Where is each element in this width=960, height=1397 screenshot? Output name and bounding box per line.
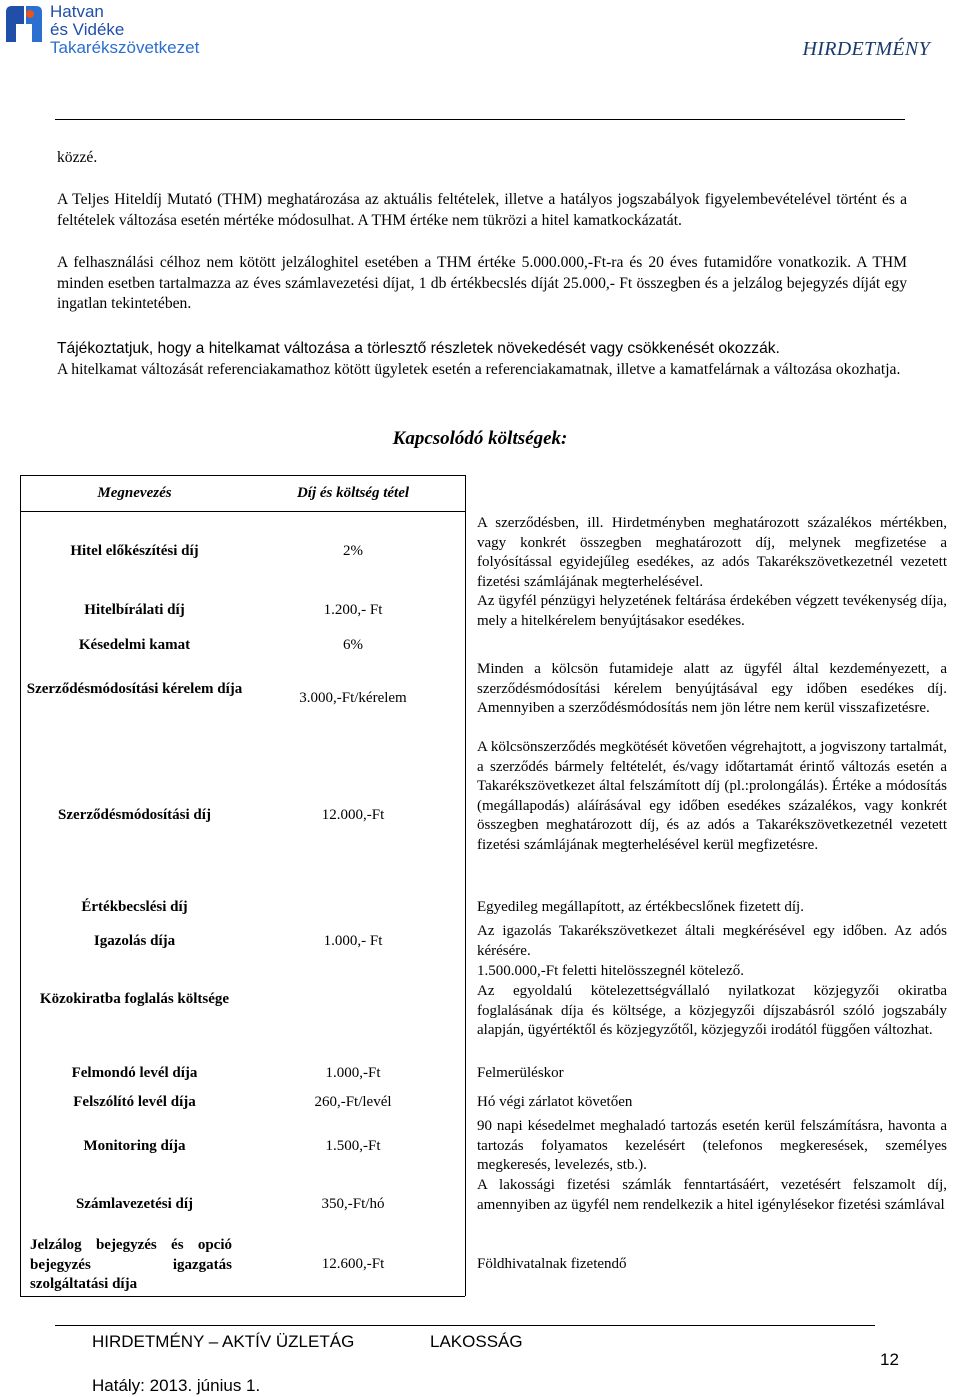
row-name: Szerződésmódosítási kérelem díja bbox=[26, 681, 243, 697]
row-name: Értékbecslési díj bbox=[81, 899, 188, 915]
page-title: HIRDETMÉNY bbox=[802, 38, 930, 60]
row-fee: 12.600,-Ft bbox=[321, 1256, 385, 1272]
col-header-name: Megnevezés bbox=[97, 485, 172, 501]
row-fee: 3.000,-Ft/kérelem bbox=[299, 690, 407, 706]
logo-text-line1: Hatvan bbox=[50, 2, 104, 21]
row-fee: 1.200,- Ft bbox=[323, 602, 383, 618]
row-name: Felmondó levél díja bbox=[71, 1065, 198, 1081]
row-fee: 12.000,-Ft bbox=[321, 807, 385, 823]
row-note: Az egyoldalú kötelezettségvállaló nyilatkozat közjegyzői okiratba foglalásának díja és költsége, a közjegyzői díjszabásról szóló jogszabály alapján, ügyértéktől és közjegyzőtől, közjegyzői irodától függően változhat. bbox=[477, 983, 947, 1038]
footer-divider bbox=[55, 1325, 875, 1326]
header-divider bbox=[55, 119, 905, 120]
row-name: Hitel előkészítési díj bbox=[70, 543, 199, 559]
footer-segment: LAKOSSÁG bbox=[430, 1332, 523, 1351]
row-name: Felszólító levél díja bbox=[73, 1094, 196, 1110]
row-name: Igazolás díja bbox=[93, 933, 176, 949]
footer-effective-date: Hatály: 2013. június 1. bbox=[92, 1376, 261, 1395]
row-name: Jelzálog bejegyzés és opció bejegyzés igazgatás szolgáltatási díja bbox=[30, 1237, 232, 1292]
row-fee: 6% bbox=[343, 637, 363, 653]
row-fee: 1.000,-Ft bbox=[325, 1065, 381, 1081]
row-note: Az igazolás Takarékszövetkezet általi megkérésével egy időben. Az adós kérésére. bbox=[477, 923, 947, 959]
logo-text-line2: és Vidéke bbox=[50, 20, 125, 39]
table-border-left bbox=[20, 475, 21, 1296]
row-note-requirement: 1.500.000,-Ft feletti hitelösszegnél kötelező. bbox=[477, 963, 745, 979]
table-border-right bbox=[465, 475, 466, 1296]
row-note: A lakossági fizetési számlák fenntartásáért, vezetésért felszamolt díj, amennyiben az ügyfél nem rendelkezik a hitel igénylésekor fizetési számlával bbox=[477, 1177, 947, 1213]
paragraph-reference-rate: A hitelkamat változását referenciakamathoz kötött ügyletek esetén a referenciakamatnak, illetve a kamatfelárnak a változása okozhatja. bbox=[57, 361, 901, 378]
table-border-top bbox=[20, 475, 465, 476]
row-note: Egyedileg megállapított, az értékbecslőnek fizetett díj. bbox=[477, 899, 804, 915]
row-fee: 1.000,- Ft bbox=[323, 933, 383, 949]
row-name: Késedelmi kamat bbox=[78, 637, 191, 653]
logo-text-line3: Takarékszövetkezet bbox=[50, 38, 200, 57]
footer-label: HIRDETMÉNY – AKTÍV ÜZLETÁG bbox=[92, 1332, 355, 1351]
row-note: Hó végi zárlatot követően bbox=[477, 1094, 633, 1110]
page-number: 12 bbox=[880, 1350, 899, 1369]
row-fee: 2% bbox=[343, 543, 363, 559]
logo-icon bbox=[2, 2, 42, 42]
row-name: Monitoring díja bbox=[83, 1138, 186, 1154]
paragraph-thm: A Teljes Hiteldíj Mutató (THM) meghatározása az aktuális feltételek, illetve a hatályos jogszabályok figyelembevételével történt és a feltételek változása esetén mértéke módosulhat. A THM értéke nem tükrözi a hitel kamatkockázatát. bbox=[57, 191, 907, 229]
row-fee: 260,-Ft/levél bbox=[314, 1094, 392, 1110]
section-title: Kapcsolódó költségek: bbox=[392, 428, 568, 449]
table-border-bottom bbox=[20, 1296, 465, 1297]
row-note: Az ügyfél pénzügyi helyzetének feltárása érdekében végzett tevékenység díja, mely a hitelkérelem benyújtásakor esedékes. bbox=[477, 593, 947, 629]
row-name: Közokiratba foglalás költsége bbox=[39, 991, 230, 1007]
col-header-fee: Díj és költség tétel bbox=[296, 485, 410, 501]
row-fee: 350,-Ft/hó bbox=[321, 1196, 385, 1212]
row-name: Szerződésmódosítási díj bbox=[58, 807, 211, 823]
row-name: Hitelbírálati díj bbox=[84, 602, 185, 618]
paragraph-interest-change: Tájékoztatjuk, hogy a hitelkamat változása a törlesztő részletek növekedését vagy csökkenését okozzák. bbox=[57, 340, 780, 357]
row-note: Felmerüléskor bbox=[477, 1065, 564, 1081]
row-note: Földhivatalnak fizetendő bbox=[477, 1256, 627, 1272]
row-fee: 1.500,-Ft bbox=[325, 1138, 381, 1154]
row-note: Minden a kölcsön futamideje alatt az ügyfél által kezdeményezett, a szerződésmódosítási kérelem benyújtásával egy időben esedékes díj. Amennyiben a szerződésmódosítás nem jön létre nem kerül visszafizetésre. bbox=[477, 661, 947, 716]
paragraph-thm-scope: A felhasználási célhoz nem kötött jelzáloghitel esetében a THM értéke 5.000.000,-Ft-ra és 20 éves futamidőre vonatkozik. A THM minden esetben tartalmazza az éves számlavezetési díjat, 1 db értékbecslés díját 25.000,- Ft összegben és a jelzálog bejegyzés díját egy ingatlan tekintetében. bbox=[57, 254, 907, 312]
row-note: 90 napi késedelmet meghaladó tartozás esetén kerül felszámításra, havonta a tartozás folyamatos kezelésért (telefonos megkeresések, személyes megkeresés, levelezés, stb.). bbox=[477, 1118, 947, 1173]
table-header-divider bbox=[20, 511, 465, 512]
paragraph-1: közzé. bbox=[57, 149, 98, 166]
row-note: A szerződésben, ill. Hirdetményben meghatározott százalékos mértékben, vagy konkrét összegben meghatározott díj, melynek megfizetése a folyósítással egyidejűleg esedékes, az adós Takarékszövetkezetnél vezetett fizetési számlájának megterhelésével. bbox=[477, 515, 947, 590]
row-name: Számlavezetési díj bbox=[75, 1196, 194, 1212]
row-note: A kölcsönszerződés megkötését követően végrehajtott, a jogviszony tartalmát, a szerződés bármely feltételét, és/vagy időtartamát érintő változás esetén a Takarékszövetkezet által felszámított díj (pl.:prolongálás). Értéke a módosítás (megállapodás) aláírásával egy időben esedékes százalékos, vagy konkrét összegben meghatározott díj, és az adós a Takarékszövetkezetnél vezetett fizetési számlájának megterhelésével kerül megfizetésre. bbox=[477, 739, 947, 853]
